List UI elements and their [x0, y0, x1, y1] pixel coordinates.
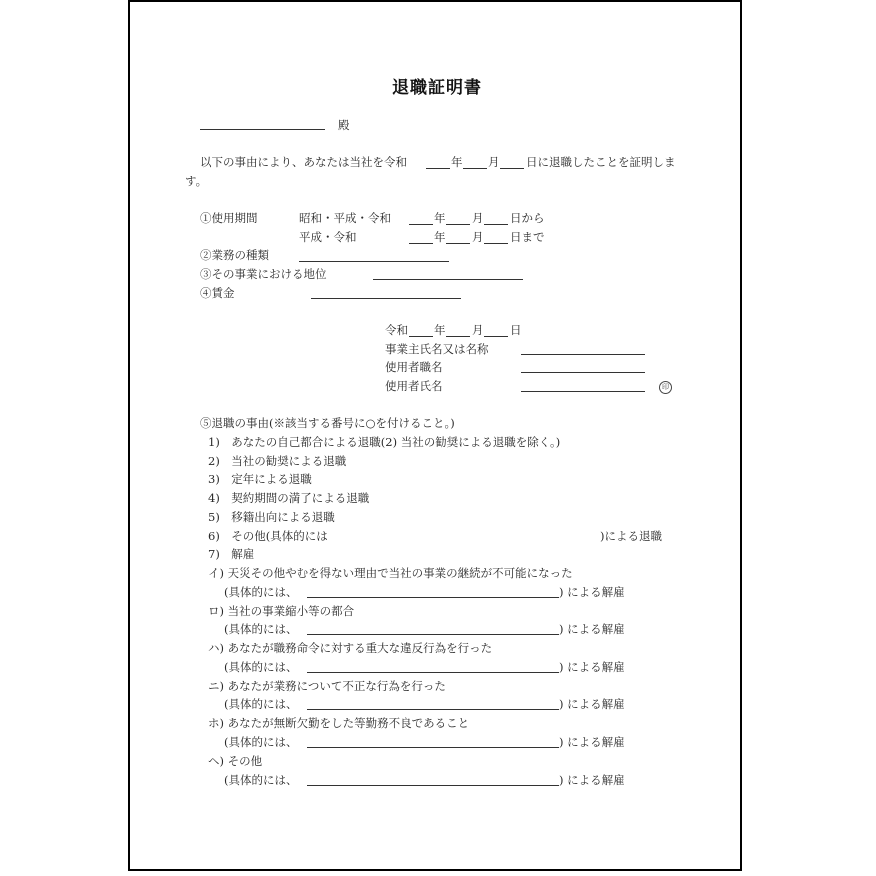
dismissal-detail-line — [307, 709, 559, 710]
dismissal-reason-d: ニ) あなたが業務について不正な行為を行った — [208, 679, 446, 693]
position-line — [373, 279, 523, 280]
period-to-day-blank — [484, 243, 508, 244]
user-title-line — [521, 372, 645, 373]
intro-year-label: 年 — [451, 155, 463, 169]
job-type-label: ②業務の種類 — [200, 248, 269, 262]
user-name-label: 使用者氏名 — [385, 379, 443, 393]
period-to-month-blank — [446, 243, 470, 244]
dismissal-detail-suffix: ) による解雇 — [559, 585, 625, 599]
dismissal-detail-prefix: (具体的には、 — [224, 585, 298, 599]
dismissal-detail-suffix: ) による解雇 — [559, 735, 625, 749]
dismissal-reason-a: イ) 天災その他やむを得ない理由で当社の事業の継続が不可能になった — [208, 566, 573, 580]
period-from-month-label: 月 — [472, 211, 484, 225]
reason-4: 4) 契約期間の満了による退職 — [208, 491, 370, 505]
user-title-label: 使用者職名 — [385, 360, 443, 374]
period-label: ①使用期間 — [200, 211, 258, 225]
dismissal-reason-e: ホ) あなたが無断欠勤をした等勤務不良であること — [208, 716, 470, 730]
sign-era: 令和 — [385, 323, 408, 337]
addressee-suffix: 殿 — [338, 118, 350, 132]
period-to-year-blank — [409, 243, 433, 244]
dismissal-detail-line — [307, 747, 559, 748]
sign-era-blank — [409, 336, 433, 337]
reason-6-prefix: 6) その他(具体的には — [208, 529, 328, 543]
sign-year-blank — [446, 336, 470, 337]
reason-7: 7) 解雇 — [208, 547, 255, 561]
document-title: 退職証明書 — [392, 78, 482, 98]
dismissal-detail-line — [307, 672, 559, 673]
seal-mark: 印 — [659, 381, 672, 394]
period-from-month-blank — [446, 224, 470, 225]
intro-text-a: 以下の事由により、あなたは当社を令和 — [200, 155, 407, 169]
period-from-suffix: 日から — [510, 211, 545, 225]
dismissal-detail-line — [307, 785, 559, 786]
period-to-suffix: 日まで — [510, 230, 545, 244]
intro-month-label: 月 — [488, 155, 500, 169]
employer-name-label: 事業主氏名又は名称 — [385, 342, 489, 356]
period-era-from: 昭和・平成・令和 — [299, 211, 391, 225]
reason-1: 1) あなたの自己都合による退職(2) 当社の勧奨による退職を除く。) — [208, 435, 561, 449]
addressee-line — [200, 129, 325, 130]
job-type-line — [299, 261, 449, 262]
sign-day-label: 日 — [510, 323, 522, 337]
intro-month-blank — [463, 168, 487, 169]
reason-2: 2) 当社の勧奨による退職 — [208, 454, 347, 468]
dismissal-reason-b: ロ) 当社の事業縮小等の都合 — [208, 604, 355, 618]
dismissal-detail-line — [307, 634, 559, 635]
wage-line — [311, 298, 461, 299]
period-from-year-blank — [409, 224, 433, 225]
sign-month-blank — [484, 336, 508, 337]
dismissal-detail-prefix: (具体的には、 — [224, 622, 298, 636]
dismissal-reason-c: ハ) あなたが職務命令に対する重大な違反行為を行った — [208, 641, 493, 655]
sign-month-label: 月 — [472, 323, 484, 337]
dismissal-detail-prefix: (具体的には、 — [224, 697, 298, 711]
reason-6-suffix: )による退職 — [600, 529, 662, 543]
intro-text-c: す。 — [185, 174, 208, 188]
intro-text-b: 日に退職したことを証明しま — [526, 155, 676, 169]
user-name-line — [521, 391, 645, 392]
period-from-day-blank — [484, 224, 508, 225]
period-era-to: 平成・令和 — [299, 230, 357, 244]
dismissal-detail-prefix: (具体的には、 — [224, 660, 298, 674]
dismissal-detail-suffix: ) による解雇 — [559, 660, 625, 674]
position-label: ③その事業における地位 — [200, 267, 327, 281]
period-from-year-label: 年 — [434, 211, 446, 225]
dismissal-detail-prefix: (具体的には、 — [224, 773, 298, 787]
employer-name-line — [521, 354, 645, 355]
dismissal-detail-suffix: ) による解雇 — [559, 773, 625, 787]
dismissal-detail-suffix: ) による解雇 — [559, 697, 625, 711]
reason-3: 3) 定年による退職 — [208, 472, 312, 486]
period-to-year-label: 年 — [434, 230, 446, 244]
dismissal-detail-line — [307, 597, 559, 598]
sign-year-label: 年 — [434, 323, 446, 337]
reasons-heading: ⑤退職の事由(※該当する番号に○を付けること。) — [200, 416, 455, 430]
dismissal-detail-prefix: (具体的には、 — [224, 735, 298, 749]
dismissal-detail-suffix: ) による解雇 — [559, 622, 625, 636]
intro-day-blank — [500, 168, 524, 169]
dismissal-reason-f: ヘ) その他 — [208, 754, 263, 768]
period-to-month-label: 月 — [472, 230, 484, 244]
reason-5: 5) 移籍出向による退職 — [208, 510, 335, 524]
intro-era-year-blank — [426, 168, 450, 169]
document-page — [128, 0, 742, 871]
wage-label: ④賃金 — [200, 286, 235, 300]
